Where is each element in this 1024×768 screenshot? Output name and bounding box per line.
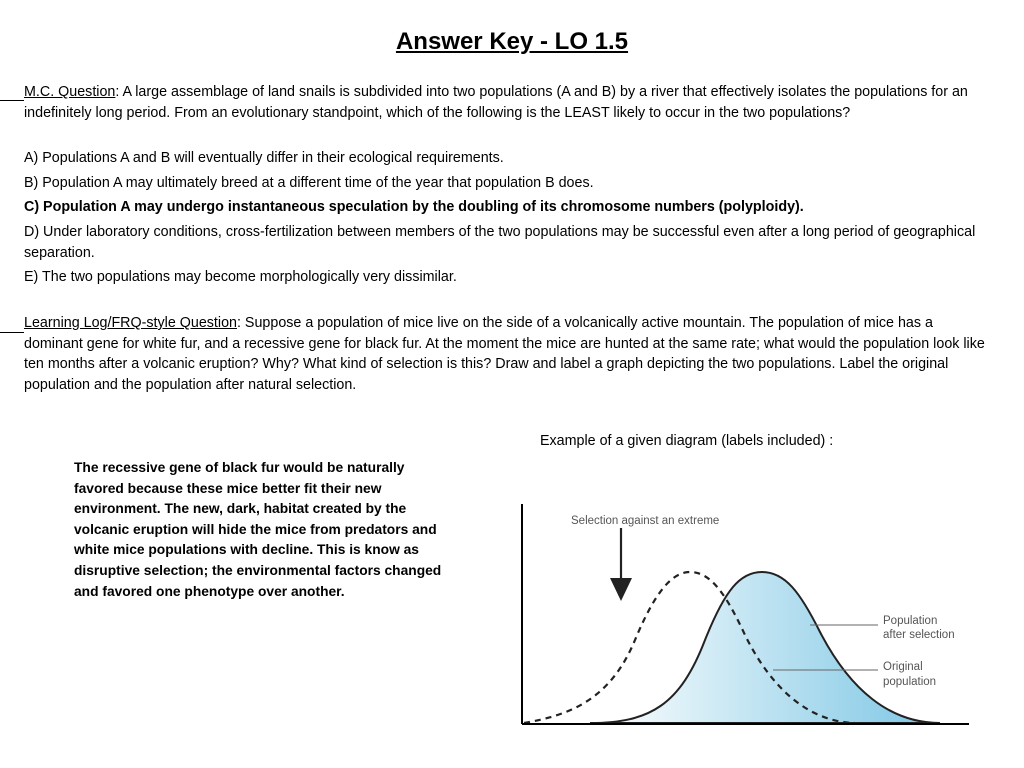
mc-question-label: M.C. Question [24,84,116,100]
mc-option-a: A) Populations A and B will eventually differ in their ecological requirements. [24,150,504,166]
mc-underline-mark [0,100,24,101]
mc-option-e: E) The two populations may become morphologically very dissimilar. [24,269,457,285]
mc-question [24,82,990,123]
selection-label: Selection against an extreme [571,515,720,527]
original-population-label-line1: Original [883,661,923,673]
original-population-label-line2: population [883,676,937,688]
after-selection-label-line1: Population [883,615,938,627]
mc-option-c: C) Population A may undergo instantaneous speculation by the doubling of its chromosome numbers (polyploidy). [24,199,804,215]
page-title: Answer Key - LO 1.5 [395,28,629,55]
mc-question-text: : A large assemblage of land snails is subdivided into two populations (A and B) by a river that effectively isolates the populations for an indefinitely long period. From an evolutionary standpoint, which of the following is the LEAST likely to occur in the two populations? [24,84,968,121]
population-after-selection-curve [590,572,940,723]
selection-arrow-head [610,578,632,601]
frq-question [24,313,990,395]
diagram-caption: Example of a given diagram (labels included) : [540,433,834,449]
mc-option-d: D) Under laboratory conditions, cross-fertilization between members of the two populations may be successful even after a long period of geographical separation. [24,224,976,261]
frq-question-text: : Suppose a population of mice live on the side of a volcanically active mountain. The population of mice has a dominant gene for white fur, and a recessive gene for black fur. At the moment the mice are hunted at the same rate; what would the population look like ten months after a volcanic eruption? Why? What kind of selection is this? Draw and label a graph depicting the two populations. Label the original population and the population after natural selection. [24,315,985,393]
frq-question-label: Learning Log/FRQ-style Question [24,315,237,331]
frq-underline-mark [0,332,24,333]
mc-option-b: B) Population A may ultimately breed at a different time of the year that population B does. [24,175,594,191]
frq-answer: The recessive gene of black fur would be naturally favored because these mice better fit their new environment. The new, dark, habitat created by the volcanic eruption will hide the mice from predators and white mice populations with decline. This is know as disruptive selection; the environmental factors changed and favored one phenotype over another. [74,460,442,599]
selection-diagram [510,500,990,740]
after-selection-label-line2: after selection [883,629,955,641]
